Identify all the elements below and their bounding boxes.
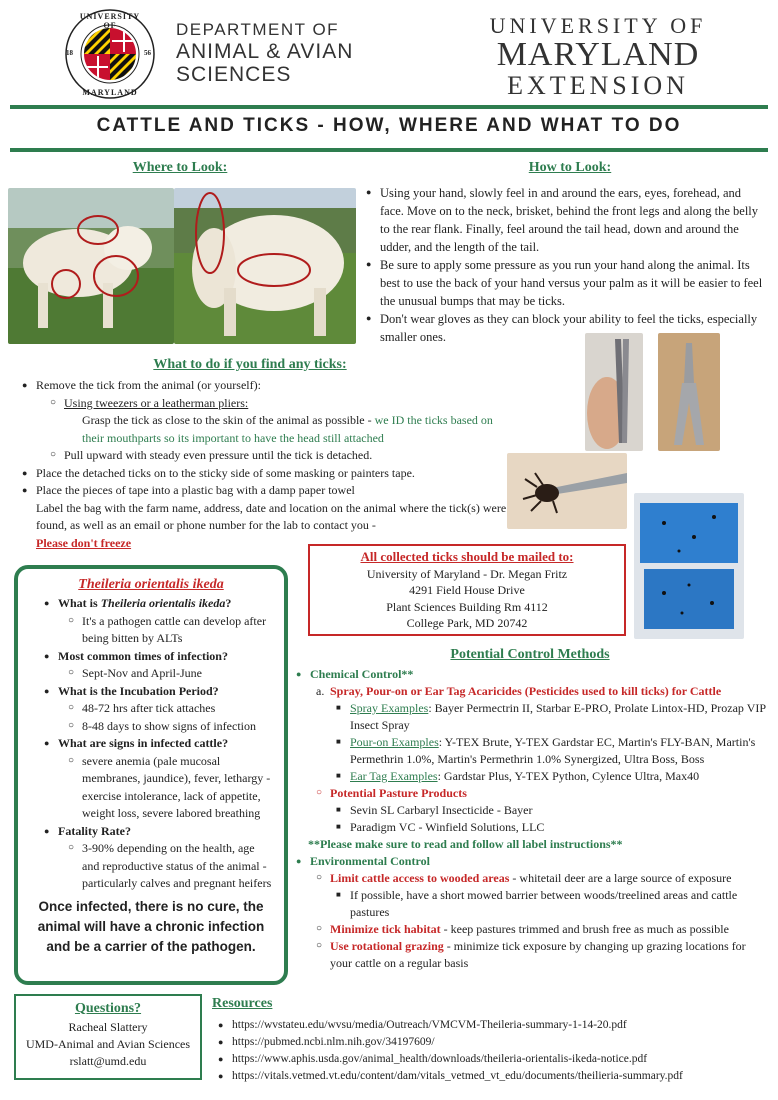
what-sub-tweezers	[50, 395, 510, 413]
mail-box	[308, 544, 626, 636]
limit-access	[316, 870, 768, 887]
what-sub-pull: ○ Pull upward with steady even pressure until the tick is detached.	[50, 447, 510, 465]
how-to-look-heading: How to Look:	[528, 160, 612, 175]
grasp-note: we ID the ticks based on their mouthparts so its important to have the head still attached	[82, 413, 493, 445]
pour-text: : Y-TEX Brute, Y-TEX Gardstar EC, Martin's FLY-BAN, Martin's Permethrin 1.0%, Martin's Permethrin 1.0% Synergized, Ultra Boss, Boss	[350, 735, 756, 766]
what-to-do-list	[20, 377, 510, 552]
grasp-instruction: Grasp the tick as close to the skin of the animal as possible -	[82, 413, 375, 427]
ticks-on-tape-photo	[634, 493, 744, 639]
what-item-bag: ● Place the pieces of tape into a plastic bag with a damp paper towel	[20, 482, 510, 500]
theileria-heading: Theileria orientalis ikeda	[78, 577, 224, 592]
q1-em: Theileria orientalis ikeda	[100, 596, 226, 610]
how-item-1: ● Using your hand, slowly feel in and around the ears, eyes, forehead, and face. Move on to the neck, brisket, behind the front legs and along the belly to the rear flank. Finally, feel around the tail head, down and around the udder, and the length of the tail.	[364, 184, 768, 256]
resource-link-2[interactable]: ● https://pubmed.ncbi.nlm.nih.gov/34197609/	[216, 1034, 772, 1051]
control-section	[294, 666, 768, 972]
what-label-text: Label the bag with the farm name, address, date and location on the animal where the tick(s) were found, as well as an email or phone number for the lab to contact you -	[36, 500, 507, 532]
spray-text: : Bayer Permectrin II, Starbar E-PRO, Prolate Lintox-HD, Prozap VIP Insect Spray	[350, 701, 766, 732]
chemical-control: ● Chemical Control**	[294, 666, 768, 683]
questions-box	[14, 994, 202, 1080]
resources-heading: Resources	[212, 996, 273, 1011]
title-rule-bottom	[10, 148, 768, 152]
limit-text: - whitetail deer are a large source of exposure	[509, 871, 732, 885]
what-grasp-text	[82, 412, 510, 447]
theileria-a1: ○ It's a pathogen cattle can develop after being bitten by ALTs	[68, 613, 274, 648]
umd-seal	[60, 8, 160, 100]
pasture-item-2: ■ Paradigm VC - Winfield Solutions, LLC	[336, 819, 768, 836]
limit-sub: ■ If possible, have a short mowed barrier between woods/treelined areas and cattle pastures	[336, 887, 768, 921]
resources-list	[216, 1017, 772, 1085]
theileria-box	[14, 565, 288, 985]
what-item-tape: ● Place the detached ticks on to the sticky side of some masking or painters tape.	[20, 465, 510, 483]
resource-link-4[interactable]: ● https://vitals.vetmed.vt.edu/content/dam/vitals_vetmed_vt_edu/documents/theilieria-summary.pdf	[216, 1068, 772, 1085]
rot-bold: Use rotational grazing	[330, 939, 444, 953]
seal-year-right: 56	[144, 49, 151, 57]
dept-line-1: DEPARTMENT OF	[176, 20, 340, 39]
dept-line-2: ANIMAL & AVIAN	[176, 40, 354, 63]
theileria-closing: Once infected, there is no cure, the animal will have a chronic infection and be a carrier of the pathogen.	[37, 898, 265, 954]
q1-pre: What is	[58, 596, 101, 610]
theileria-q2: ● Most common times of infection?	[42, 648, 274, 666]
seal-text-bottom: MARYLAND	[82, 88, 138, 97]
dept-line-3: SCIENCES	[176, 63, 292, 86]
mail-heading: All collected ticks should be mailed to:	[360, 549, 574, 564]
spray-heading	[316, 683, 768, 700]
how-to-look-list	[364, 184, 768, 346]
spray-heading-text: Spray, Pour-on or Ear Tag Acaricides (Pesticides used to kill ticks) for Cattle	[330, 684, 722, 698]
questions-email[interactable]: rslatt@umd.edu	[69, 1054, 147, 1068]
label-note: **Please make sure to read and follow all label instructions**	[308, 837, 623, 851]
what-item-remove: ● Remove the tick from the animal (or yourself):	[20, 377, 510, 395]
how-item-3: ● Don't wear gloves as they can block your ability to feel the ticks, especially smaller ones.	[364, 310, 768, 346]
theileria-q5: ● Fatality Rate?	[42, 823, 274, 841]
page-title: CATTLE AND TICKS - HOW, WHERE AND WHAT TO DO	[96, 115, 682, 136]
theileria-a3a: ○ 48-72 hrs after tick attaches	[68, 700, 274, 718]
ext-line-3: EXTENSION	[507, 71, 689, 100]
ear-text: : Gardstar Plus, Y-TEX Python, Cylence Ultra, Max40	[437, 769, 700, 783]
rotational-grazing	[316, 938, 768, 972]
how-item-2: ● Be sure to apply some pressure as you run your hand along the animal. Its best to use the back of your hand versus your palm as it will be easier to feel the unusual bumps that may be ticks.	[364, 256, 768, 310]
ear-examples	[336, 768, 768, 785]
where-to-look-heading: Where to Look:	[132, 160, 228, 175]
theileria-q3: ● What is the Incubation Period?	[42, 683, 274, 701]
spray-heading-marker: a.	[316, 684, 325, 698]
questions-heading: Questions?	[74, 1001, 142, 1016]
seal-text-top: UNIVERSITY OF	[79, 12, 141, 30]
pliers-photo	[658, 333, 720, 451]
pour-examples	[336, 734, 768, 768]
tweezers-photo	[585, 333, 643, 451]
spray-label: Spray Examples	[350, 701, 429, 715]
questions-org: UMD-Animal and Avian Sciences	[25, 1037, 191, 1051]
minimize-habitat	[316, 921, 768, 938]
extension-logo	[470, 14, 726, 100]
spray-examples	[336, 700, 768, 734]
theileria-a3b: ○ 8-48 days to show signs of infection	[68, 718, 274, 736]
ext-line-2: MARYLAND	[496, 36, 700, 73]
tweezers-label: Using tweezers or a leatherman pliers:	[64, 395, 249, 410]
theileria-a5: ○ 3-90% depending on the health, age and reproductive status of the animal - particularly calves and pregnant heifers	[68, 840, 274, 893]
pasture-item-1: ■ Sevin SL Carbaryl Insecticide - Bayer	[336, 802, 768, 819]
resource-link-3[interactable]: ● https://www.aphis.usda.gov/animal_health/downloads/theileria-orientalis-ikeda-notice.pdf	[216, 1051, 772, 1068]
environmental-control: ● Environmental Control	[294, 853, 768, 870]
q1-post: ?	[225, 596, 232, 610]
pour-label: Pour-on Examples	[350, 735, 439, 749]
mail-line-2: 4291 Field House Drive	[409, 583, 525, 597]
control-heading: Potential Control Methods	[450, 647, 610, 662]
rot-text: - minimize tick exposure by changing up grazing locations for your cattle on a regular basis	[330, 939, 746, 970]
what-to-do-heading: What to do if you find any ticks:	[153, 357, 347, 372]
cattle-photo-left	[8, 188, 174, 344]
tick-on-tweezers-photo	[507, 453, 627, 529]
theileria-q1	[42, 595, 274, 613]
theileria-a2: ○ Sept-Nov and April-June	[68, 665, 274, 683]
department-name	[176, 20, 353, 86]
mail-line-4: College Park, MD 20742	[406, 616, 528, 630]
mail-line-1: University of Maryland - Dr. Megan Fritz	[366, 566, 568, 581]
theileria-q4: ● What are signs in infected cattle?	[42, 735, 274, 753]
limit-bold: Limit cattle access to wooded areas	[330, 871, 510, 885]
mail-line-3: Plant Sciences Building Rm 4112	[386, 599, 548, 614]
dont-freeze: Please don't freeze	[36, 535, 132, 550]
ear-label: Ear Tag Examples	[350, 769, 438, 783]
pasture-heading: ○ Potential Pasture Products	[316, 785, 768, 802]
title-rule-top	[10, 105, 768, 109]
cattle-photo-right	[174, 188, 356, 344]
min-bold: Minimize tick habitat	[330, 922, 441, 936]
questions-name: Racheal Slattery	[68, 1020, 148, 1034]
ext-line-1: UNIVERSITY OF	[489, 13, 707, 38]
resource-link-1[interactable]: ● https://wvstateu.edu/wvsu/media/Outreach/VMCVM-Theileria-summary-1-14-20.pdf	[216, 1017, 772, 1034]
theileria-a4: ○ severe anemia (pale mucosal membranes, jaundice), fever, lethargy - exercise intolerance, lack of appetite, weight loss, severe labored breathing	[68, 753, 274, 823]
min-text: - keep pastures trimmed and brush free as much as possible	[440, 922, 729, 936]
seal-year-left: 18	[66, 49, 73, 57]
